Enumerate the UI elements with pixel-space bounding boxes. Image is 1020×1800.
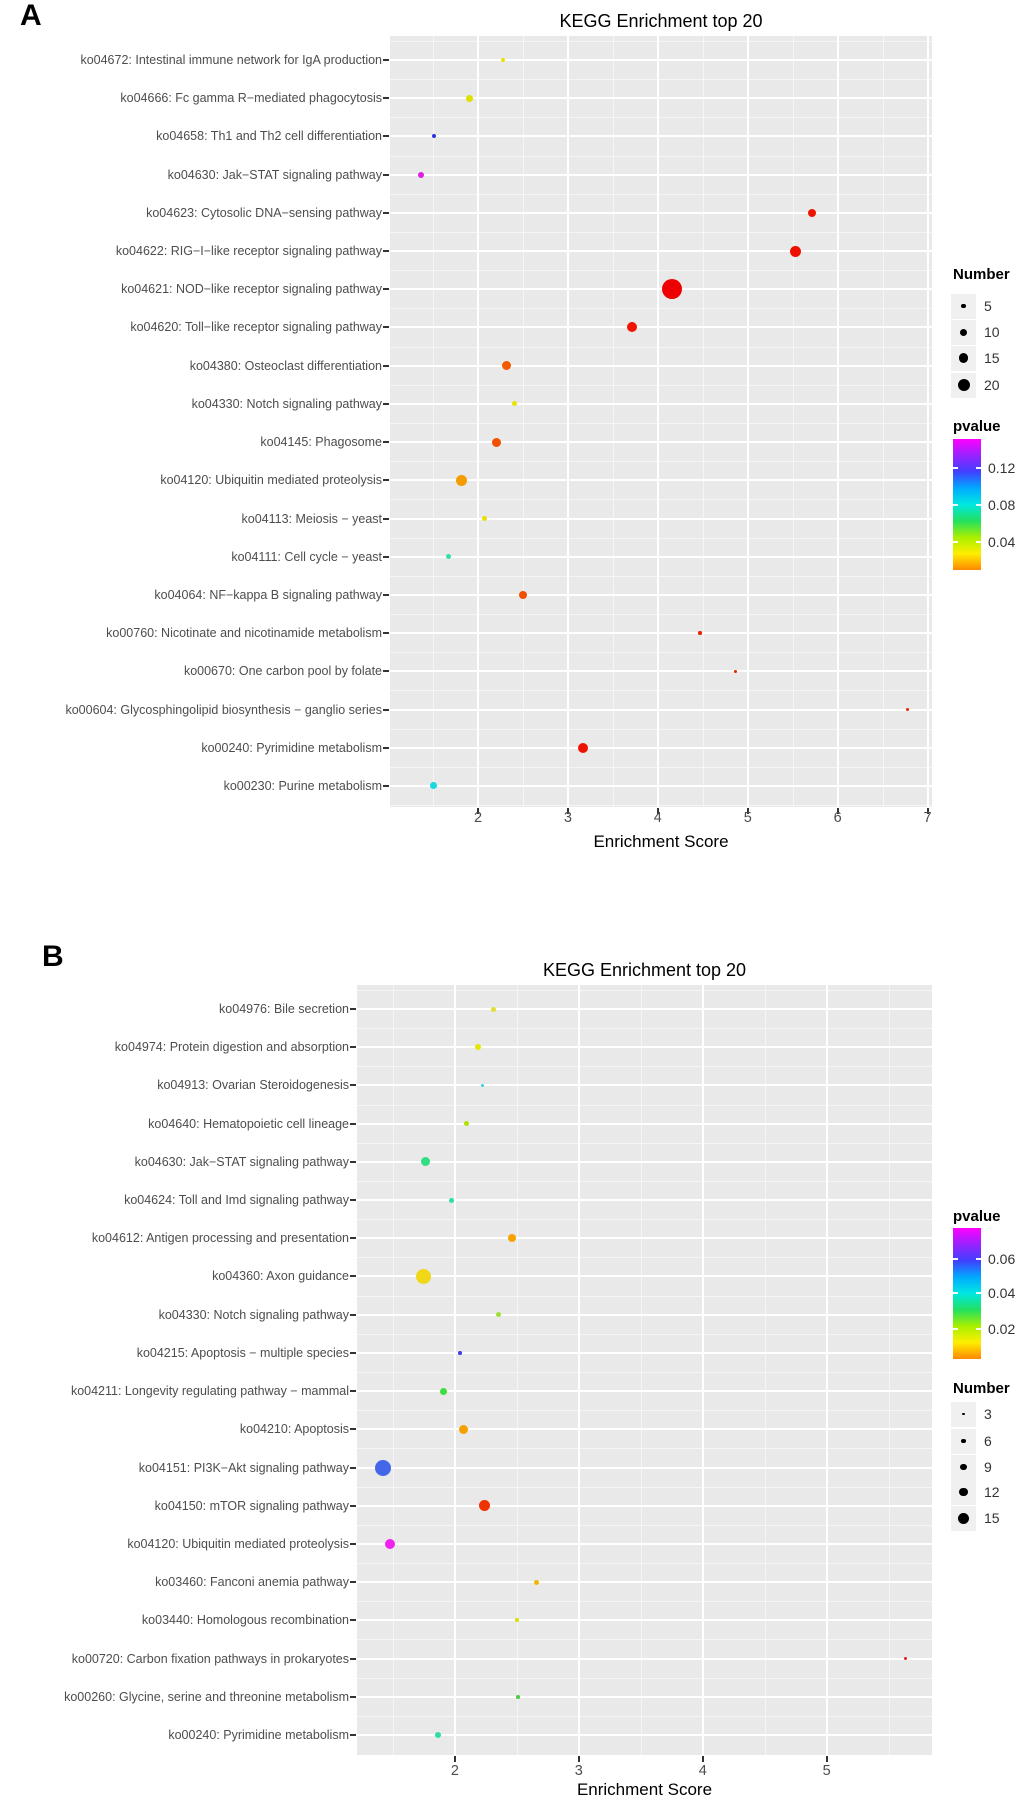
data-point xyxy=(502,361,511,370)
gridline-minor-horizontal xyxy=(357,990,932,991)
gridline-major-horizontal xyxy=(357,1696,932,1698)
gridline-minor-horizontal xyxy=(390,270,932,271)
gridline-minor-horizontal xyxy=(390,156,932,157)
number-legend-value-label: 15 xyxy=(984,350,1000,366)
data-point xyxy=(492,438,501,447)
number-legend-value-label: 15 xyxy=(984,1510,1000,1526)
y-axis-label: ko04380: Osteoclast differentiation xyxy=(189,358,382,373)
gridline-major-horizontal xyxy=(357,1619,932,1621)
data-point xyxy=(440,1388,447,1395)
data-point xyxy=(456,475,467,486)
gridline-minor-horizontal xyxy=(357,1448,932,1449)
gridline-minor-horizontal xyxy=(390,117,932,118)
gridline-major-horizontal xyxy=(357,1352,932,1354)
gridline-major-horizontal xyxy=(357,1734,932,1736)
gridline-minor-horizontal xyxy=(390,232,932,233)
panel-a-number-legend-title: Number xyxy=(953,266,1010,283)
gridline-minor-horizontal xyxy=(357,1716,932,1717)
y-axis-tick-mark xyxy=(383,670,389,672)
pvalue-legend-value-label: 0.08 xyxy=(988,497,1016,513)
gridline-major-vertical xyxy=(657,36,659,807)
y-axis-tick-mark xyxy=(383,174,389,176)
gridline-minor-vertical xyxy=(523,36,524,807)
gridline-minor-horizontal xyxy=(390,614,932,615)
gridline-minor-horizontal xyxy=(390,423,932,424)
gridline-minor-horizontal xyxy=(357,1105,932,1106)
y-axis-tick-mark xyxy=(350,1467,356,1469)
pvalue-legend-value-label: 0.04 xyxy=(988,534,1016,550)
pvalue-legend-value-label: 0.12 xyxy=(988,460,1016,476)
y-axis-tick-mark xyxy=(383,59,389,61)
data-point xyxy=(430,782,437,789)
number-legend-value-label: 12 xyxy=(984,1484,1000,1500)
gridline-major-vertical xyxy=(927,36,929,807)
y-axis-tick-mark xyxy=(350,1696,356,1698)
y-axis-tick-mark xyxy=(350,1123,356,1125)
gridline-minor-horizontal xyxy=(357,1219,932,1220)
gridline-major-horizontal xyxy=(390,288,932,290)
y-axis-label: ko04120: Ubiquitin mediated proteolysis xyxy=(127,1536,349,1551)
number-legend-value-label: 5 xyxy=(984,298,992,314)
number-legend-key-dot xyxy=(960,329,967,336)
y-axis-tick-mark xyxy=(383,365,389,367)
gridline-major-horizontal xyxy=(390,709,932,711)
gridline-minor-horizontal xyxy=(357,1334,932,1335)
colorbar-tick-right xyxy=(976,541,981,543)
y-axis-tick-mark xyxy=(383,326,389,328)
gridline-minor-horizontal xyxy=(357,1296,932,1297)
data-point xyxy=(578,743,588,753)
data-point xyxy=(416,1269,431,1284)
x-axis-tick-mark xyxy=(454,1756,456,1762)
y-axis-label: ko04215: Apoptosis − multiple species xyxy=(136,1345,349,1360)
pvalue-legend-value-label: 0.04 xyxy=(988,1285,1016,1301)
gridline-major-vertical xyxy=(477,36,479,807)
gridline-minor-horizontal xyxy=(357,1181,932,1182)
gridline-major-horizontal xyxy=(357,1314,932,1316)
gridline-minor-horizontal xyxy=(390,805,932,806)
y-axis-label: ko04623: Cytosolic DNA−sensing pathway xyxy=(146,205,382,220)
data-point xyxy=(790,246,801,257)
y-axis-tick-mark xyxy=(350,1237,356,1239)
colorbar-tick-right xyxy=(976,467,981,469)
data-point xyxy=(464,1121,469,1126)
gridline-major-vertical xyxy=(578,985,580,1755)
gridline-major-horizontal xyxy=(390,59,932,61)
gridline-minor-vertical xyxy=(641,985,642,1755)
y-axis-label: ko04210: Apoptosis xyxy=(239,1422,349,1437)
number-legend-key-dot xyxy=(958,1513,969,1524)
y-axis-label: ko00230: Purine metabolism xyxy=(223,778,382,793)
data-point xyxy=(662,279,682,299)
data-point xyxy=(459,1425,468,1434)
data-point xyxy=(458,1351,462,1355)
y-axis-label: ko04976: Bile secretion xyxy=(219,1002,349,1016)
x-axis-tick-label: 3 xyxy=(563,810,572,826)
y-axis-tick-mark xyxy=(383,441,389,443)
y-axis-label: ko00240: Pyrimidine metabolism xyxy=(201,740,382,755)
y-axis-label: ko04640: Hematopoietic cell lineage xyxy=(148,1116,349,1131)
y-axis-label: ko04666: Fc gamma R−mediated phagocytosis xyxy=(120,91,382,106)
number-legend-key-dot xyxy=(959,1488,968,1497)
number-legend-value-label: 9 xyxy=(984,1459,992,1475)
data-point xyxy=(482,516,487,521)
y-axis-label: ko00240: Pyrimidine metabolism xyxy=(168,1727,349,1742)
gridline-minor-horizontal xyxy=(357,1487,932,1488)
data-point xyxy=(475,1044,481,1050)
gridline-major-vertical xyxy=(747,36,749,807)
gridline-minor-horizontal xyxy=(357,1563,932,1564)
x-axis-tick-label: 6 xyxy=(833,810,842,826)
panel-a-x-axis-title: Enrichment Score xyxy=(593,832,729,851)
y-axis-tick-mark xyxy=(383,709,389,711)
y-axis-label: ko04913: Ovarian Steroidogenesis xyxy=(157,1078,349,1093)
gridline-minor-vertical xyxy=(517,985,518,1755)
gridline-major-horizontal xyxy=(390,365,932,367)
x-axis-tick-label: 3 xyxy=(574,1763,583,1779)
gridline-minor-horizontal xyxy=(357,1525,932,1526)
y-axis-tick-mark xyxy=(350,1428,356,1430)
data-point xyxy=(906,708,910,712)
panel-b-letter: B xyxy=(42,940,64,973)
colorbar-tick-right xyxy=(976,504,981,506)
y-axis-label: ko04111: Cell cycle − yeast xyxy=(231,549,382,564)
gridline-minor-horizontal xyxy=(357,1143,932,1144)
y-axis-tick-mark xyxy=(383,785,389,787)
gridline-minor-horizontal xyxy=(390,308,932,309)
panel-a-plot-area xyxy=(390,36,932,807)
data-point xyxy=(501,58,505,62)
y-axis-label: ko04622: RIG−I−like receptor signaling pathway xyxy=(115,244,382,259)
y-axis-tick-mark xyxy=(383,632,389,634)
panel-b-plot-area xyxy=(357,985,932,1755)
x-axis-tick-label: 5 xyxy=(822,1763,831,1779)
y-axis-label: ko04630: Jak−STAT signaling pathway xyxy=(167,167,382,182)
y-axis-tick-mark xyxy=(383,594,389,596)
gridline-major-horizontal xyxy=(390,174,932,176)
y-axis-label: ko04120: Ubiquitin mediated proteolysis xyxy=(160,473,382,488)
gridline-minor-horizontal xyxy=(390,347,932,348)
y-axis-label: ko04612: Antigen processing and presentation xyxy=(91,1231,349,1246)
x-axis-tick-mark xyxy=(826,1756,828,1762)
gridline-major-vertical xyxy=(454,985,456,1755)
data-point xyxy=(418,172,424,178)
data-point xyxy=(421,1157,430,1166)
data-point xyxy=(508,1234,516,1242)
x-axis-tick-mark xyxy=(578,1756,580,1762)
x-axis-tick-label: 2 xyxy=(450,1763,459,1779)
y-axis-tick-mark xyxy=(350,1008,356,1010)
panel-a-title: KEGG Enrichment top 20 xyxy=(559,11,763,31)
panel-b-title: KEGG Enrichment top 20 xyxy=(542,960,747,980)
y-axis-tick-mark xyxy=(383,135,389,137)
number-legend-key-dot xyxy=(960,1464,967,1471)
gridline-minor-vertical xyxy=(393,985,394,1755)
colorbar-tick-left xyxy=(953,1292,958,1294)
gridline-minor-vertical xyxy=(433,36,434,807)
y-axis-label: ko04330: Notch signaling pathway xyxy=(191,396,382,411)
data-point xyxy=(385,1539,395,1549)
number-legend-value-label: 3 xyxy=(984,1406,992,1422)
x-axis-tick-label: 4 xyxy=(653,810,662,826)
data-point xyxy=(466,95,473,102)
gridline-minor-vertical xyxy=(613,36,614,807)
gridline-minor-vertical xyxy=(703,36,704,807)
y-axis-label: ko04672: Intestinal immune network for IgA production xyxy=(80,53,382,67)
gridline-minor-horizontal xyxy=(390,576,932,577)
y-axis-label: ko04658: Th1 and Th2 cell differentiation xyxy=(156,129,382,144)
panel-b-pvalue-legend-title: pvalue xyxy=(953,1208,1001,1225)
y-axis-label: ko04150: mTOR signaling pathway xyxy=(154,1498,349,1513)
gridline-major-horizontal xyxy=(357,1199,932,1201)
y-axis-tick-mark xyxy=(383,403,389,405)
gridline-minor-horizontal xyxy=(390,652,932,653)
gridline-minor-horizontal xyxy=(390,499,932,500)
y-axis-label: ko03460: Fanconi anemia pathway xyxy=(155,1575,349,1590)
data-point xyxy=(479,1500,490,1511)
colorbar-tick-right xyxy=(976,1292,981,1294)
gridline-major-horizontal xyxy=(390,326,932,328)
y-axis-label: ko04151: PI3K−Akt signaling pathway xyxy=(138,1460,349,1475)
y-axis-tick-mark xyxy=(383,479,389,481)
number-legend-key-dot xyxy=(961,304,966,309)
gridline-major-horizontal xyxy=(390,212,932,214)
y-axis-tick-mark xyxy=(350,1734,356,1736)
data-point xyxy=(519,591,527,599)
number-legend-value-label: 10 xyxy=(984,324,1000,340)
gridline-minor-horizontal xyxy=(357,1678,932,1679)
colorbar-tick-right xyxy=(976,1258,981,1260)
gridline-minor-horizontal xyxy=(390,690,932,691)
y-axis-tick-mark xyxy=(350,1581,356,1583)
y-axis-label: ko04330: Notch signaling pathway xyxy=(158,1307,349,1322)
gridline-major-horizontal xyxy=(357,1428,932,1430)
colorbar-tick-left xyxy=(953,541,958,543)
data-point xyxy=(446,554,451,559)
y-axis-tick-mark xyxy=(383,212,389,214)
y-axis-tick-mark xyxy=(350,1275,356,1277)
y-axis-tick-mark xyxy=(350,1658,356,1660)
data-point xyxy=(515,1618,519,1622)
number-legend-key-dot xyxy=(959,353,969,363)
y-axis-label: ko04145: Phagosome xyxy=(260,435,382,450)
x-axis-tick-mark xyxy=(702,1756,704,1762)
data-point xyxy=(698,631,702,635)
y-axis-label: ko04624: Toll and Imd signaling pathway xyxy=(124,1193,349,1208)
y-axis-label: ko04360: Axon guidance xyxy=(212,1269,349,1284)
y-axis-tick-mark xyxy=(350,1505,356,1507)
gridline-major-horizontal xyxy=(390,479,932,481)
gridline-major-horizontal xyxy=(390,135,932,137)
pvalue-legend-value-label: 0.02 xyxy=(988,1321,1016,1337)
number-legend-value-label: 20 xyxy=(984,377,1000,393)
y-axis-tick-mark xyxy=(383,747,389,749)
y-axis-label: ko00260: Glycine, serine and threonine metabolism xyxy=(64,1689,349,1704)
y-axis-tick-mark xyxy=(350,1352,356,1354)
gridline-minor-vertical xyxy=(889,985,890,1755)
gridline-major-horizontal xyxy=(357,1505,932,1507)
gridline-major-horizontal xyxy=(357,1046,932,1048)
y-axis-label: ko00720: Carbon fixation pathways in prokaryotes xyxy=(71,1651,349,1666)
gridline-major-horizontal xyxy=(390,441,932,443)
y-axis-tick-mark xyxy=(350,1084,356,1086)
gridline-major-horizontal xyxy=(390,518,932,520)
y-axis-tick-mark xyxy=(350,1046,356,1048)
y-axis-label: ko00760: Nicotinate and nicotinamide metabolism xyxy=(106,626,382,641)
gridline-minor-horizontal xyxy=(390,385,932,386)
colorbar-tick-left xyxy=(953,1258,958,1260)
data-point xyxy=(481,1084,484,1087)
number-legend-key-dot xyxy=(958,379,970,391)
colorbar-tick-left xyxy=(953,1328,958,1330)
data-point xyxy=(516,1695,520,1699)
gridline-minor-horizontal xyxy=(357,1410,932,1411)
gridline-minor-horizontal xyxy=(357,1601,932,1602)
data-point xyxy=(432,134,436,138)
gridline-major-horizontal xyxy=(357,1467,932,1469)
data-point xyxy=(808,209,816,217)
panel-b-number-legend-title: Number xyxy=(953,1380,1010,1397)
gridline-major-vertical xyxy=(826,985,828,1755)
x-axis-tick-label: 5 xyxy=(743,810,752,826)
panel-a-pvalue-legend-title: pvalue xyxy=(953,418,1001,435)
gridline-minor-horizontal xyxy=(390,767,932,768)
pvalue-legend-value-label: 0.06 xyxy=(988,1251,1016,1267)
y-axis-label: ko04620: Toll−like receptor signaling pathway xyxy=(130,320,382,335)
data-point xyxy=(375,1460,391,1476)
y-axis-tick-mark xyxy=(383,250,389,252)
gridline-major-horizontal xyxy=(390,556,932,558)
y-axis-label: ko04211: Longevity regulating pathway − mammal xyxy=(70,1384,349,1399)
data-point xyxy=(734,670,737,673)
y-axis-label: ko04064: NF−kappa B signaling pathway xyxy=(154,587,382,602)
gridline-major-horizontal xyxy=(357,1008,932,1010)
data-point xyxy=(435,1732,441,1738)
gridline-minor-horizontal xyxy=(357,1639,932,1640)
data-point xyxy=(449,1198,454,1203)
gridline-major-horizontal xyxy=(390,594,932,596)
y-axis-tick-mark xyxy=(383,97,389,99)
gridline-major-horizontal xyxy=(390,785,932,787)
colorbar-tick-left xyxy=(953,504,958,506)
gridline-minor-vertical xyxy=(765,985,766,1755)
y-axis-tick-mark xyxy=(383,556,389,558)
colorbar-tick-right xyxy=(976,1328,981,1330)
x-axis-tick-label: 2 xyxy=(474,810,483,826)
gridline-major-horizontal xyxy=(390,670,932,672)
y-axis-label: ko04113: Meiosis − yeast xyxy=(241,511,382,526)
gridline-minor-horizontal xyxy=(390,79,932,80)
gridline-major-horizontal xyxy=(357,1658,932,1660)
y-axis-tick-mark xyxy=(350,1199,356,1201)
gridline-minor-vertical xyxy=(883,36,884,807)
gridline-major-horizontal xyxy=(357,1581,932,1583)
y-axis-tick-mark xyxy=(350,1390,356,1392)
y-axis-tick-mark xyxy=(350,1543,356,1545)
gridline-major-horizontal xyxy=(357,1237,932,1239)
gridline-minor-vertical xyxy=(793,36,794,807)
number-legend-value-label: 6 xyxy=(984,1433,992,1449)
y-axis-tick-mark xyxy=(350,1619,356,1621)
x-axis-tick-label: 7 xyxy=(923,810,932,826)
gridline-minor-horizontal xyxy=(357,1028,932,1029)
gridline-minor-horizontal xyxy=(390,538,932,539)
panel-a-letter: A xyxy=(20,0,42,32)
colorbar-tick-left xyxy=(953,467,958,469)
y-axis-label: ko04630: Jak−STAT signaling pathway xyxy=(134,1154,349,1169)
gridline-major-horizontal xyxy=(390,403,932,405)
gridline-minor-horizontal xyxy=(357,1066,932,1067)
gridline-major-vertical xyxy=(567,36,569,807)
y-axis-tick-mark xyxy=(350,1314,356,1316)
gridline-major-horizontal xyxy=(357,1275,932,1277)
gridline-major-horizontal xyxy=(390,250,932,252)
data-point xyxy=(496,1312,501,1317)
gridline-major-vertical xyxy=(702,985,704,1755)
y-axis-tick-mark xyxy=(383,518,389,520)
gridline-minor-horizontal xyxy=(390,41,932,42)
gridline-major-horizontal xyxy=(390,632,932,634)
y-axis-label: ko03440: Homologous recombination xyxy=(141,1613,349,1628)
number-legend-key-dot xyxy=(962,1413,965,1416)
gridline-major-vertical xyxy=(837,36,839,807)
data-point xyxy=(627,322,637,332)
gridline-major-horizontal xyxy=(357,1123,932,1125)
data-point xyxy=(534,1580,539,1585)
y-axis-tick-mark xyxy=(350,1161,356,1163)
y-axis-label: ko04621: NOD−like receptor signaling pathway xyxy=(121,282,382,297)
x-axis-tick-label: 4 xyxy=(698,1763,707,1779)
gridline-minor-horizontal xyxy=(357,1257,932,1258)
data-point xyxy=(512,401,517,406)
gridline-major-horizontal xyxy=(357,1084,932,1086)
gridline-minor-horizontal xyxy=(390,194,932,195)
gridline-major-horizontal xyxy=(357,1161,932,1163)
panel-b-x-axis-title: Enrichment Score xyxy=(576,1780,713,1799)
y-axis-label: ko00670: One carbon pool by folate xyxy=(183,664,382,679)
y-axis-label: ko04974: Protein digestion and absorption xyxy=(114,1040,349,1055)
gridline-minor-horizontal xyxy=(357,1372,932,1373)
data-point xyxy=(491,1007,496,1012)
y-axis-tick-mark xyxy=(383,288,389,290)
gridline-minor-horizontal xyxy=(390,729,932,730)
gridline-minor-horizontal xyxy=(390,461,932,462)
gridline-major-horizontal xyxy=(390,747,932,749)
number-legend-key-dot xyxy=(961,1439,966,1444)
y-axis-label: ko00604: Glycosphingolipid biosynthesis − ganglio series xyxy=(65,702,382,717)
gridline-major-horizontal xyxy=(357,1543,932,1545)
